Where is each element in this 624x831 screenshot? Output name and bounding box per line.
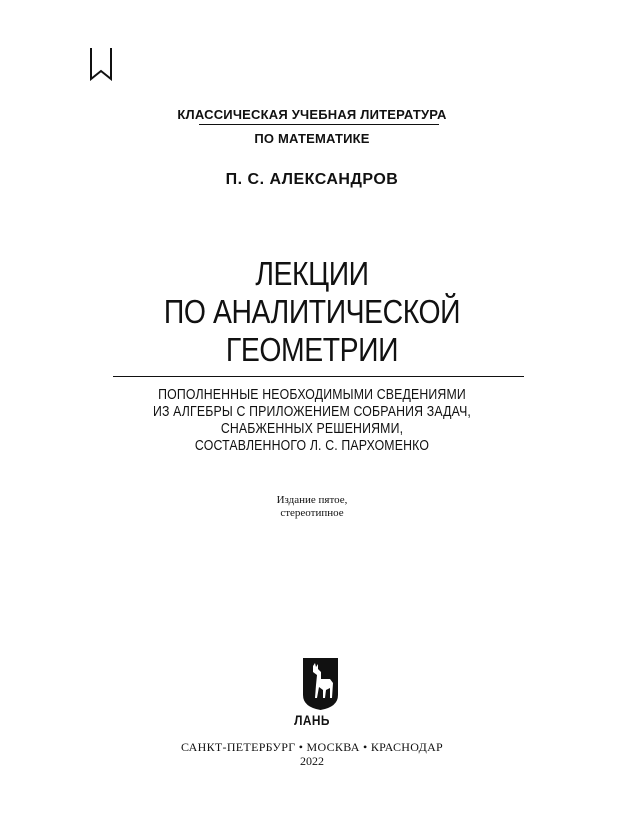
book-title-line-2: ПО АНАЛИТИЧЕСКОЙ xyxy=(163,293,461,330)
series-divider xyxy=(199,124,439,125)
author-name: П. С. АЛЕКСАНДРОВ xyxy=(225,171,399,188)
title-divider xyxy=(113,376,524,377)
subtitle-line-3: СНАБЖЕННЫХ РЕШЕНИЯМИ, xyxy=(220,420,404,437)
subtitle-line-4: СОСТАВЛЕННОГО Л. С. ПАРХОМЕНКО xyxy=(194,437,430,454)
series-title-line-2: ПО МАТЕМАТИКЕ xyxy=(254,131,370,146)
lan-publisher-logo xyxy=(301,657,340,711)
bookmark-icon[interactable] xyxy=(88,47,114,81)
subtitle-line-2: ИЗ АЛГЕБРЫ С ПРИЛОЖЕНИЕМ СОБРАНИЯ ЗАДАЧ, xyxy=(152,403,472,420)
publisher-name: ЛАНЬ xyxy=(294,712,330,728)
publication-year: 2022 xyxy=(300,754,324,768)
book-title-line-3: ГЕОМЕТРИИ xyxy=(225,331,399,368)
subtitle-line-1: ПОПОЛНЕННЫЕ НЕОБХОДИМЫМИ СВЕДЕНИЯМИ xyxy=(158,386,466,403)
edition-line-1: Издание пятое, xyxy=(276,494,348,506)
publisher-cities: САНКТ-ПЕТЕРБУРГ • МОСКВА • КРАСНОДАР xyxy=(180,740,444,754)
series-title-line-1: КЛАССИЧЕСКАЯ УЧЕБНАЯ ЛИТЕРАТУРА xyxy=(177,107,447,122)
edition-line-2: стереотипное xyxy=(280,507,344,519)
book-title-line-1: ЛЕКЦИИ xyxy=(255,255,369,292)
